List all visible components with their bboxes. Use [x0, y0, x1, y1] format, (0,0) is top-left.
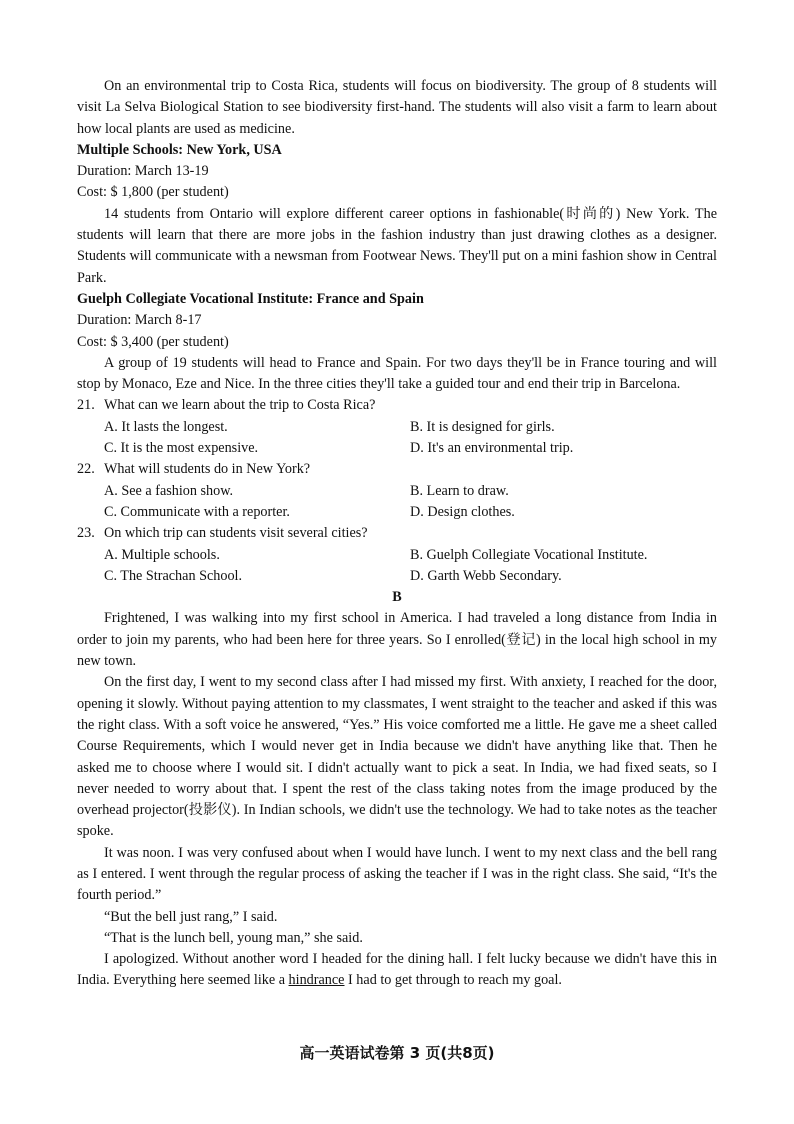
underlined-word: hindrance [288, 972, 345, 989]
paragraph-text: I had to get through to reach my goal. [344, 972, 562, 989]
passage-b-paragraph-2: On the first day, I went to my second class after I had missed my first. With anxiety, I reached for the door, opening it slowly. Without paying attention to my classmates, I went straight to the teacher and asked if this was the right class. With a soft voice he answered, “Yes.” His voice comforted me a little. He gave me a sheet called Course Requirements, which I would never get in India because we didn't have anything like that. Then he asked me to choose where I would sit. I didn't actually want to pick a seat. In India, we had fixed seats, so I never needed to worry about that. I spent the rest of the class taking notes from the image produced by the overhead projector(投影仪). In Indian schools, we didn't use the technology. We had to take notes as the teacher spoke. [77, 674, 717, 840]
question-stem: On which trip can students visit several cities? [104, 525, 368, 542]
passage-b-paragraph-5: “That is the lunch bell, young man,” she said. [104, 929, 363, 946]
page-content [77, 76, 717, 992]
paragraph-text: I apologized. Without another word I headed for the dining hall. I felt lucky because we didn't have this in India. Everything here seemed like a [77, 951, 717, 989]
question-number: 21. [77, 397, 95, 414]
ny-trip-paragraph: 14 students from Ontario will explore different career options in fashionable(时尚的) New York. The students will learn that there are more jobs in the fashion industry than just drawing clothes as a designer. Students will communicate with a newsman from Footwear News. They'll put on a mini fashion show in Central Park. [77, 205, 717, 286]
option-c: C. Communicate with a reporter. [104, 503, 290, 520]
passage-b-paragraph-6 [77, 949, 717, 992]
guelph-trip-paragraph: A group of 19 students will head to France and Spain. For two days they'll be in France touring and will stop by Monaco, Eze and Nice. In the three cities they'll take a guided tour and end their trip in Barcelona. [77, 354, 717, 393]
ny-trip-heading: Multiple Schools: New York, USA [77, 141, 282, 158]
option-c: C. The Strachan School. [104, 567, 243, 584]
section-b-heading: B [392, 589, 402, 606]
ny-trip-cost: Cost: $ 1,800 (per student) [77, 184, 229, 201]
question-number: 22. [77, 461, 95, 478]
option-d: D. It's an environmental trip. [410, 440, 574, 457]
question-stem: What can we learn about the trip to Costa Rica? [104, 397, 376, 414]
question-22 [77, 459, 717, 523]
option-a: A. See a fashion show. [104, 482, 234, 499]
question-21 [77, 395, 717, 459]
option-c: C. It is the most expensive. [104, 440, 259, 457]
passage-b-paragraph-3: It was noon. I was very confused about when I would have lunch. I went to my next class and the bell rang as I entered. I went through the regular process of asking the teacher if I was in the right class. She said, “It's the fourth period.” [77, 844, 717, 904]
passage-b-paragraph-1: Frightened, I was walking into my first school in America. I had traveled a long distance from India in order to join my parents, who had been here for three years. So I enrolled(登记) in the local high school in my new town. [77, 610, 717, 670]
passage-b-paragraph-4: “But the bell just rang,” I said. [104, 908, 278, 925]
guelph-trip-duration: Duration: March 8-17 [77, 312, 202, 329]
costa-rica-paragraph: On an environmental trip to Costa Rica, students will focus on biodiversity. The group of 8 students will visit La Selva Biological Station to see biodiversity first-hand. The students will also visit a farm to learn about how local plants are used as medicine. [77, 78, 717, 137]
question-23 [77, 523, 717, 587]
option-d: D. Garth Webb Secondary. [410, 567, 562, 584]
option-b: B. It is designed for girls. [410, 418, 555, 435]
option-a: A. Multiple schools. [104, 546, 220, 563]
option-b: B. Learn to draw. [410, 482, 509, 499]
guelph-trip-heading: Guelph Collegiate Vocational Institute: France and Spain [77, 290, 424, 307]
ny-trip-duration: Duration: March 13-19 [77, 163, 209, 180]
guelph-trip-cost: Cost: $ 3,400 (per student) [77, 333, 229, 350]
option-a: A. It lasts the longest. [104, 418, 228, 435]
question-stem: What will students do in New York? [104, 461, 311, 478]
option-d: D. Design clothes. [410, 503, 515, 520]
page-footer: 高一英语试卷第 3 页(共8页) [299, 1044, 495, 1062]
question-number: 23. [77, 525, 95, 542]
option-b: B. Guelph Collegiate Vocational Institute. [410, 546, 648, 563]
